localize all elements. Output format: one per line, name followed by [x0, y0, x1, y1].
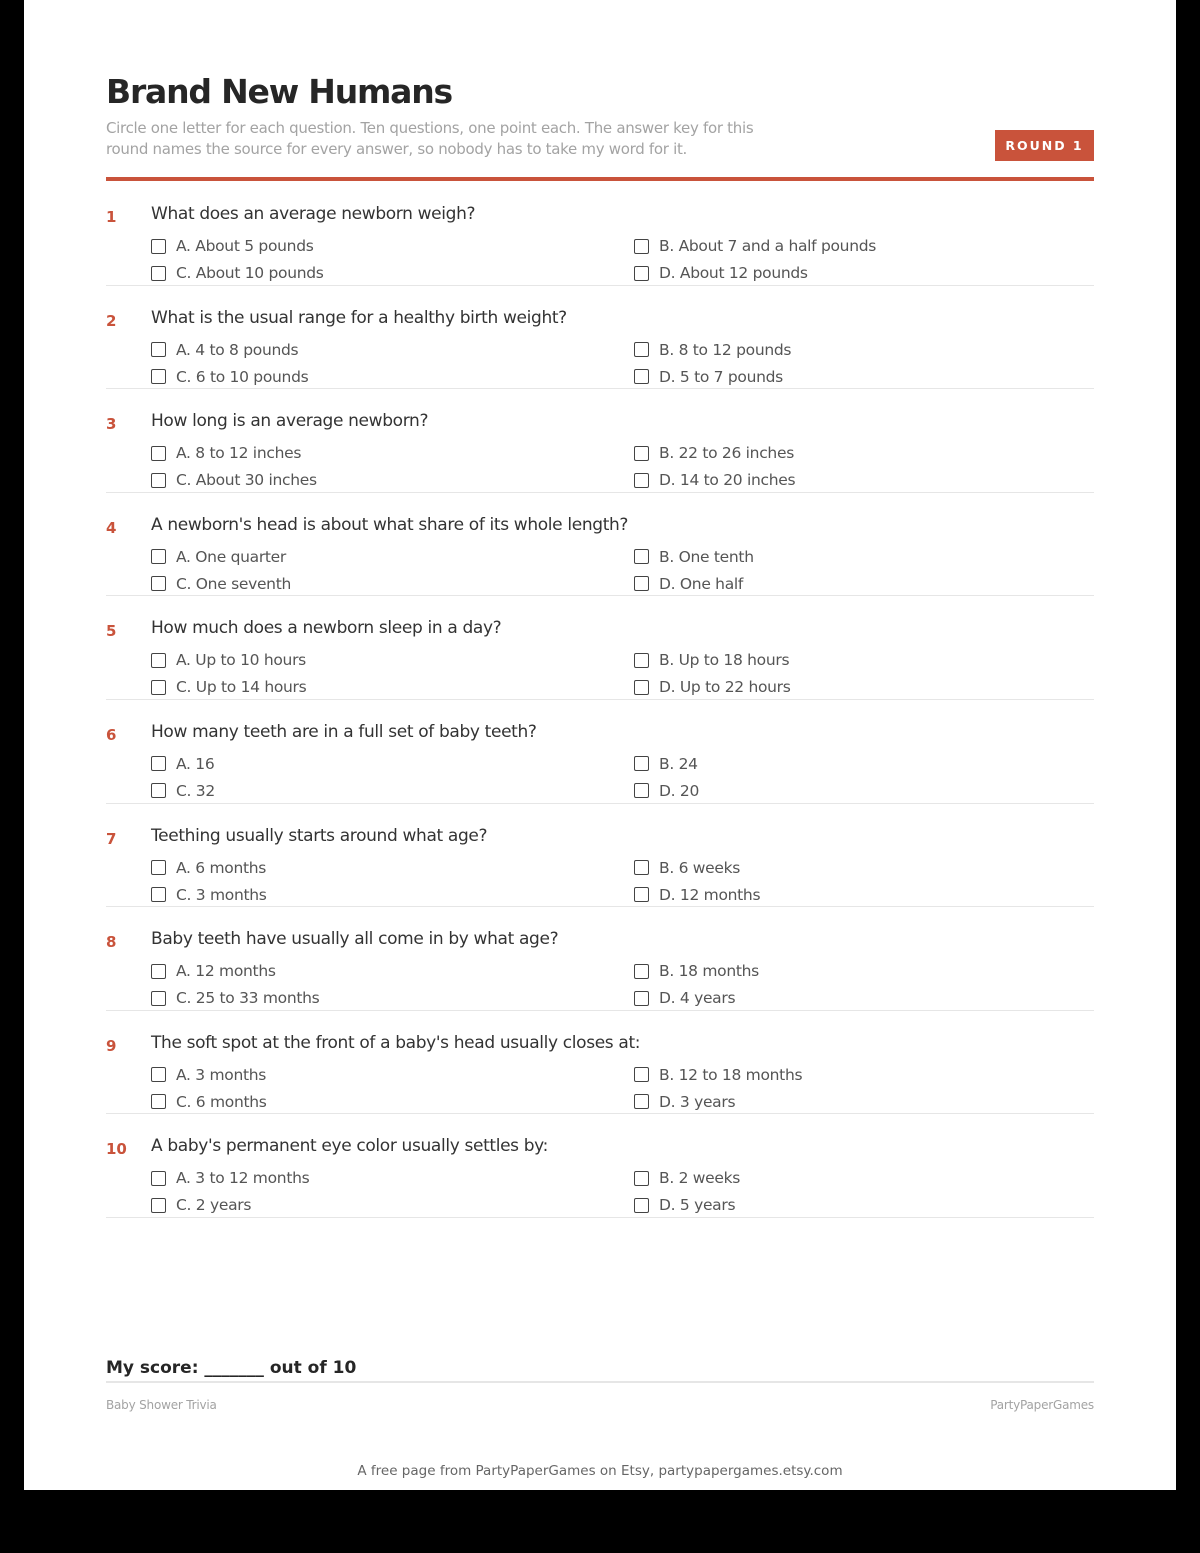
answer-option-c[interactable] [151, 988, 319, 1008]
checkbox-icon[interactable] [634, 549, 649, 564]
answer-option-d[interactable] [634, 1195, 735, 1215]
question-text: How long is an average newborn? [151, 411, 429, 432]
checkbox-icon[interactable] [634, 1198, 649, 1213]
answer-label: B. About 7 and a half pounds [659, 237, 877, 255]
answer-label: B. 22 to 26 inches [659, 444, 794, 463]
answer-label: D. 20 [659, 781, 700, 800]
credit-line: A free page from PartyPaperGames on Etsy, partypapergames.etsy.com [357, 1463, 843, 1479]
instructions [106, 118, 826, 160]
footer-divider [106, 1381, 1094, 1383]
answer-label: C. 3 months [176, 885, 267, 904]
question-text: How much does a newborn sleep in a day? [151, 618, 502, 639]
checkbox-icon[interactable] [634, 680, 649, 695]
checkbox-icon[interactable] [151, 860, 166, 875]
answer-label: B. One tenth [659, 547, 754, 566]
answer-option-b[interactable] [634, 650, 789, 670]
answer-label: A. 3 to 12 months [176, 1169, 310, 1188]
answer-option-a[interactable] [151, 754, 214, 774]
answer-option-b[interactable] [634, 858, 740, 878]
question-number: 7 [106, 829, 117, 848]
question-number: 5 [106, 622, 117, 641]
answer-label: D. One half [659, 574, 744, 593]
answer-label: D. About 12 pounds [659, 264, 808, 282]
checkbox-icon[interactable] [151, 576, 166, 591]
question-number: 10 [106, 1140, 127, 1159]
question-text: Baby teeth have usually all come in by what age? [151, 929, 559, 950]
checkbox-icon[interactable] [151, 549, 166, 564]
answer-option-c[interactable] [151, 367, 308, 387]
answer-option-d[interactable] [634, 781, 699, 801]
score-line: My score: _______ out of 10 [106, 1358, 357, 1378]
checkbox-icon[interactable] [151, 783, 166, 798]
header-divider [106, 177, 1094, 181]
answer-label: A. 3 months [176, 1065, 267, 1084]
checkbox-icon[interactable] [151, 1067, 166, 1082]
answer-option-c[interactable] [151, 1092, 267, 1112]
answer-option-c[interactable] [151, 781, 215, 801]
answer-option-d[interactable] [634, 1092, 735, 1112]
answer-label: D. 12 months [659, 885, 761, 904]
answer-label: A. 12 months [176, 962, 276, 981]
checkbox-icon[interactable] [151, 369, 166, 384]
checkbox-icon[interactable] [634, 653, 649, 668]
answer-option-d[interactable] [634, 470, 795, 490]
checkbox-icon[interactable] [634, 576, 649, 591]
question-item [106, 1011, 1094, 1115]
answer-label: A. 6 months [176, 858, 267, 877]
answer-label: C. One seventh [176, 574, 292, 593]
checkbox-icon[interactable] [634, 964, 649, 979]
question-item [106, 493, 1094, 597]
answer-label: C. About 30 inches [176, 471, 317, 490]
answer-option-d[interactable] [634, 677, 791, 697]
answer-option-a[interactable] [151, 1065, 266, 1085]
answer-option-a[interactable] [151, 340, 298, 360]
checkbox-icon[interactable] [151, 653, 166, 668]
answer-option-a[interactable] [151, 961, 276, 981]
checkbox-icon[interactable] [634, 1094, 649, 1109]
checkbox-icon[interactable] [634, 369, 649, 384]
checkbox-icon[interactable] [151, 446, 166, 461]
answer-option-d[interactable] [634, 574, 743, 594]
answer-label: B. Up to 18 hours [659, 651, 790, 670]
checkbox-icon[interactable] [151, 756, 166, 771]
answer-label: D. Up to 22 hours [659, 678, 791, 697]
question-text: Teething usually starts around what age? [151, 825, 488, 846]
answer-label: C. 25 to 33 months [176, 989, 320, 1008]
question-item [106, 804, 1094, 908]
answer-label: C. Up to 14 hours [176, 678, 307, 697]
question-item [106, 1114, 1094, 1218]
answer-option-d[interactable] [634, 263, 808, 283]
page-title: Brand New Humans [106, 72, 452, 111]
answer-label: C. 6 to 10 pounds [176, 367, 309, 386]
round-badge: ROUND 1 [995, 130, 1094, 161]
question-list [106, 182, 1094, 1218]
checkbox-icon[interactable] [634, 887, 649, 902]
checkbox-icon[interactable] [634, 446, 649, 461]
checkbox-icon[interactable] [634, 266, 649, 281]
answer-option-b[interactable] [634, 340, 791, 360]
question-number: 6 [106, 725, 117, 744]
checkbox-icon[interactable] [634, 991, 649, 1006]
answer-label: C. 32 [176, 781, 215, 800]
answer-label: D. 5 to 7 pounds [659, 367, 783, 386]
question-item [106, 286, 1094, 390]
answer-option-b[interactable] [634, 547, 754, 567]
answer-label: D. 5 years [659, 1196, 736, 1215]
checkbox-icon[interactable] [151, 473, 166, 488]
checkbox-icon[interactable] [634, 756, 649, 771]
answer-label: C. 2 years [176, 1196, 252, 1215]
answer-option-a[interactable] [151, 443, 301, 463]
question-number: 8 [106, 933, 117, 952]
checkbox-icon[interactable] [151, 991, 166, 1006]
question-item [106, 389, 1094, 493]
question-number: 2 [106, 311, 117, 330]
answer-label: A. 8 to 12 inches [176, 444, 302, 463]
checkbox-icon[interactable] [151, 266, 166, 281]
question-text: A baby's permanent eye color usually settles by: [151, 1136, 549, 1157]
answer-label: B. 8 to 12 pounds [659, 340, 792, 359]
checkbox-icon[interactable] [151, 1198, 166, 1213]
answer-option-b[interactable] [634, 1065, 802, 1085]
answer-option-d[interactable] [634, 367, 783, 387]
answer-label: D. 3 years [659, 1092, 736, 1111]
checkbox-icon[interactable] [151, 887, 166, 902]
worksheet-page [24, 0, 1176, 1490]
question-text: What does an average newborn weigh? [151, 204, 476, 224]
checkbox-icon[interactable] [634, 473, 649, 488]
checkbox-icon[interactable] [151, 1171, 166, 1186]
answer-option-c[interactable] [151, 470, 317, 490]
question-text: The soft spot at the front of a baby's head usually closes at: [151, 1032, 641, 1053]
checkbox-icon[interactable] [151, 342, 166, 357]
question-item [106, 182, 1094, 286]
question-item [106, 907, 1094, 1011]
answer-option-d[interactable] [634, 885, 760, 905]
checkbox-icon[interactable] [634, 783, 649, 798]
answer-option-a[interactable] [151, 858, 266, 878]
answer-label: C. About 10 pounds [176, 264, 324, 282]
answer-label: A. About 5 pounds [176, 237, 314, 255]
answer-option-c[interactable] [151, 1195, 251, 1215]
checkbox-icon[interactable] [634, 239, 649, 254]
checkbox-icon[interactable] [634, 1171, 649, 1186]
answer-label: B. 18 months [659, 962, 759, 981]
answer-option-b[interactable] [634, 236, 876, 256]
checkbox-icon[interactable] [634, 860, 649, 875]
instructions-line-2: round names the source for every answer, so nobody has to take my word for it. [106, 140, 688, 158]
answer-option-d[interactable] [634, 988, 735, 1008]
question-number: 3 [106, 415, 117, 434]
answer-option-b[interactable] [634, 754, 698, 774]
answer-label: B. 2 weeks [659, 1169, 741, 1188]
question-number: 9 [106, 1036, 117, 1055]
checkbox-icon[interactable] [151, 964, 166, 979]
answer-option-b[interactable] [634, 443, 794, 463]
answer-label: A. 4 to 8 pounds [176, 340, 299, 359]
answer-option-a[interactable] [151, 650, 306, 670]
footer-left-text: Baby Shower Trivia [106, 1398, 217, 1412]
checkbox-icon[interactable] [151, 680, 166, 695]
question-text: What is the usual range for a healthy birth weight? [151, 307, 567, 328]
question-number: 1 [106, 208, 117, 226]
question-number: 4 [106, 518, 117, 537]
answer-option-c[interactable] [151, 263, 324, 283]
answer-label: D. 4 years [659, 989, 736, 1008]
question-text: A newborn's head is about what share of its whole length? [151, 514, 629, 535]
answer-option-b[interactable] [634, 961, 759, 981]
answer-option-c[interactable] [151, 677, 306, 697]
answer-label: B. 6 weeks [659, 858, 741, 877]
answer-option-a[interactable] [151, 236, 314, 256]
checkbox-icon[interactable] [151, 239, 166, 254]
answer-label: B. 12 to 18 months [659, 1065, 803, 1084]
answer-label: A. One quarter [176, 547, 286, 566]
answer-option-a[interactable] [151, 1168, 309, 1188]
instructions-line-1: Circle one letter for each question. Ten questions, one point each. The answer key for this [106, 119, 754, 137]
answer-label: D. 14 to 20 inches [659, 471, 796, 490]
footer-right-text: PartyPaperGames [990, 1398, 1094, 1412]
answer-option-c[interactable] [151, 574, 291, 594]
answer-option-c[interactable] [151, 885, 267, 905]
checkbox-icon[interactable] [151, 1094, 166, 1109]
answer-option-a[interactable] [151, 547, 286, 567]
answer-label: B. 24 [659, 754, 698, 773]
checkbox-icon[interactable] [634, 1067, 649, 1082]
checkbox-icon[interactable] [634, 342, 649, 357]
question-item [106, 596, 1094, 700]
question-text: How many teeth are in a full set of baby teeth? [151, 721, 537, 742]
answer-label: A. Up to 10 hours [176, 651, 306, 670]
answer-label: C. 6 months [176, 1092, 267, 1111]
answer-option-b[interactable] [634, 1168, 740, 1188]
answer-label: A. 16 [176, 754, 215, 773]
question-item [106, 700, 1094, 804]
